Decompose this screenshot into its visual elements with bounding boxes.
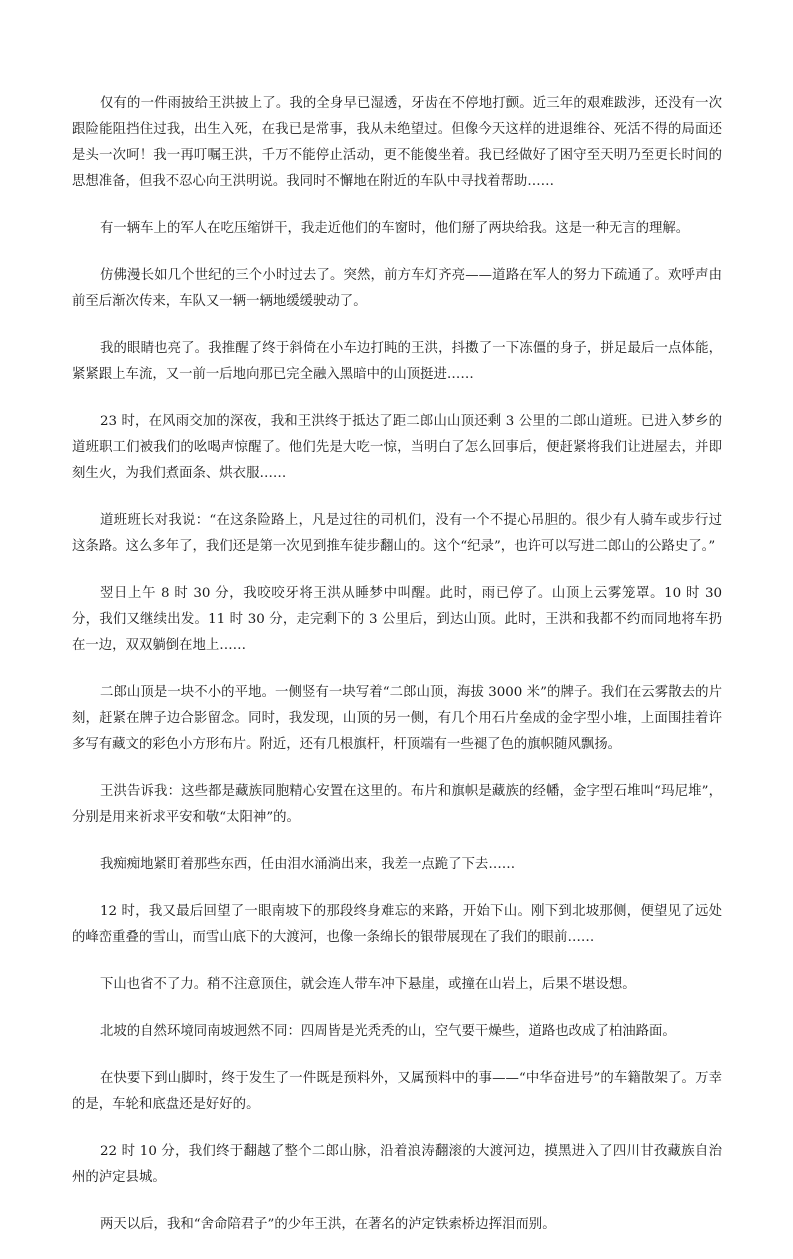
paragraph: 在快要下到山脚时，终于发生了一件既是预料外，又属预料中的事——“中华奋进号”的车籍散架了。万幸的是，车轮和底盘还是好好的。	[72, 1071, 722, 1112]
paragraph: 22 时 10 分，我们终于翻越了整个二郎山脉，沿着浪涛翻滚的大渡河边，摸黑进入了四川甘孜藏族自治州的泸定县城。	[72, 1144, 722, 1185]
paragraph: 道班班长对我说：“在这条险路上，凡是过往的司机们，没有一个不提心吊胆的。很少有人骑车或步行过这条路。这么多年了，我们还是第一次见到推车徒步翻山的。这个“纪录”，也许可以写进二郎山的公路史了。”	[72, 513, 722, 554]
paragraph: 两天以后，我和“舍命陪君子”的少年王洪，在著名的泸定铁索桥边挥泪而别。	[100, 1217, 556, 1232]
paragraph: 翌日上午 8 时 30 分，我咬咬牙将王洪从睡梦中叫醒。此时，雨已停了。山顶上云雾笼罩。10 时 30 分，我们又继续出发。11 时 30 分，走完剩下的 3 公里后，到达山顶。此时，王洪和我都不约而同地将车扔在一边，双双躺倒在地上……	[72, 586, 722, 653]
paragraph: 仿佛漫长如几个世纪的三个小时过去了。突然，前方车灯齐亮——道路在军人的努力下疏通了。欢呼声由前至后渐次传来，车队又一辆一辆地缓缓驶动了。	[72, 268, 722, 309]
paragraph: 23 时，在风雨交加的深夜，我和王洪终于抵达了距二郎山山顶还剩 3 公里的二郎山道班。已进入梦乡的道班职工们被我们的吆喝声惊醒了。他们先是大吃一惊，当明白了怎么回事后，便赶紧将我们让进屋去，并即刻生火，为我们煮面条、烘衣服……	[72, 414, 722, 481]
paragraph: 12 时，我又最后回望了一眼南坡下的那段终身难忘的来路，开始下山。刚下到北坡那侧，便望见了远处的峰峦重叠的雪山，而雪山底下的大渡河，也像一条绵长的银带展现在了我们的眼前……	[72, 904, 722, 945]
paragraph: 仅有的一件雨披给王洪披上了。我的全身早已湿透，牙齿在不停地打颤。近三年的艰难跋涉，还没有一次跟险能阻挡住过我，出生入死，在我已是常事，我从未绝望过。但像今天这样的进退维谷、死活不得的局面还是头一次呵！我一再叮嘱王洪，千万不能停止活动，更不能傻坐着。我已经做好了困守至天明乃至更长时间的思想准备，但我不忍心向王洪明说。我同时不懈地在附近的车队中寻找着帮助……	[72, 96, 722, 189]
paragraph: 我痴痴地紧盯着那些东西，任由泪水涌淌出来，我差一点跪了下去……	[100, 857, 516, 872]
paragraph: 北坡的自然环境同南坡迥然不同：四周皆是光秃秃的山，空气要干燥些，道路也改成了柏油路面。	[100, 1024, 676, 1039]
paragraph: 有一辆车上的军人在吃压缩饼干，我走近他们的车窗时，他们掰了两块给我。这是一种无言的理解。	[100, 221, 690, 236]
paragraph: 我的眼睛也亮了。我推醒了终于斜倚在小车边打盹的王洪，抖擞了一下冻僵的身子，拼足最后一点体能，紧紧跟上车流，又一前一后地向那已完全融入黑暗中的山顶挺进……	[72, 341, 722, 382]
paragraph: 二郎山顶是一块不小的平地。一侧竖有一块写着“二郎山顶，海拔 3000 米”的牌子。我们在云雾散去的片刻，赶紧在牌子边合影留念。同时，我发现，山顶的另一侧，有几个用石片垒成的金字型小堆，上面围挂着许多写有藏文的彩色小方形布片。附近，还有几根旗杆，杆顶端有一些褪了色的旗帜随风飘扬。	[72, 685, 722, 752]
paragraph: 下山也省不了力。稍不注意顶住，就会连人带车冲下悬崖，或撞在山岩上，后果不堪设想。	[100, 977, 636, 992]
document-body	[72, 91, 722, 1259]
paragraph: 王洪告诉我：这些都是藏族同胞精心安置在这里的。布片和旗帜是藏族的经幡，金字型石堆叫“玛尼堆”，分别是用来祈求平安和敬“太阳神”的。	[72, 784, 722, 825]
